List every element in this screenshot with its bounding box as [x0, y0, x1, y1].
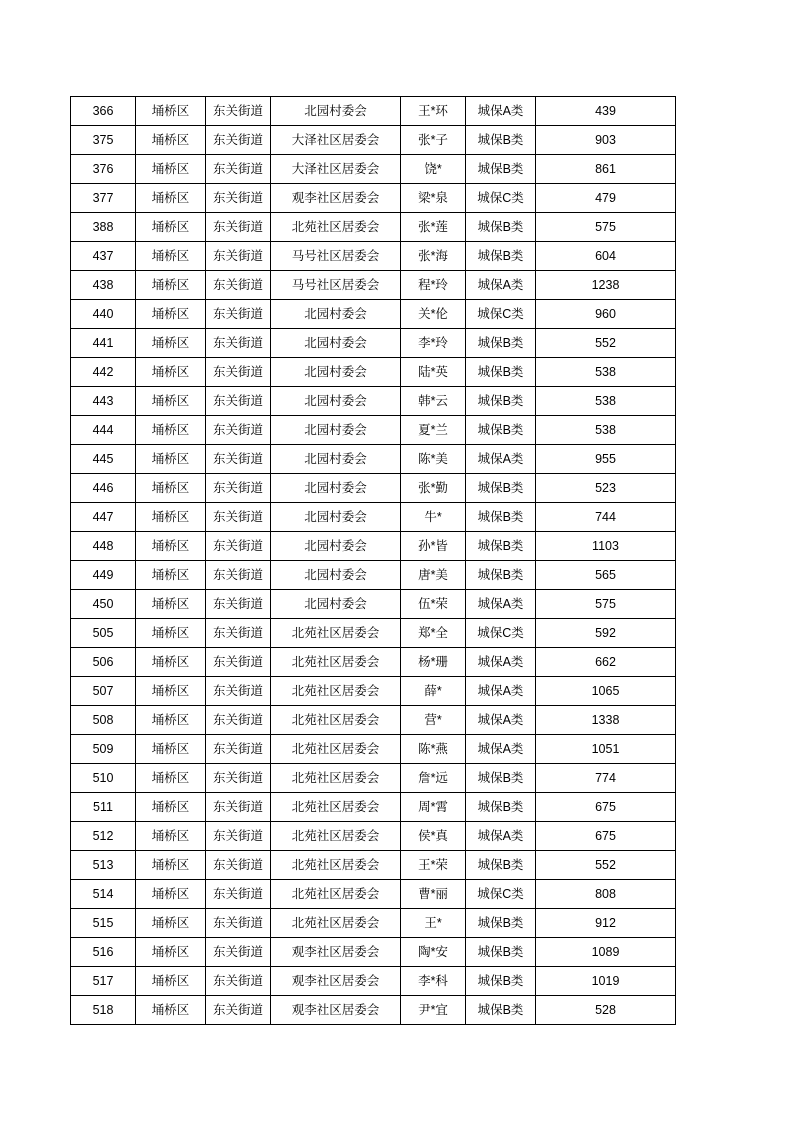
cell-id: 509 [71, 735, 136, 764]
cell-name: 张*海 [401, 242, 466, 271]
cell-district: 埇桥区 [136, 97, 206, 126]
cell-district: 埇桥区 [136, 416, 206, 445]
cell-amount: 1238 [536, 271, 676, 300]
cell-district: 埇桥区 [136, 909, 206, 938]
cell-committee: 北园村委会 [271, 329, 401, 358]
cell-id: 376 [71, 155, 136, 184]
cell-amount: 479 [536, 184, 676, 213]
cell-district: 埇桥区 [136, 619, 206, 648]
cell-street: 东关街道 [206, 358, 271, 387]
cell-id: 507 [71, 677, 136, 706]
cell-street: 东关街道 [206, 590, 271, 619]
cell-category: 城保B类 [466, 909, 536, 938]
cell-street: 东关街道 [206, 155, 271, 184]
cell-district: 埇桥区 [136, 735, 206, 764]
cell-street: 东关街道 [206, 503, 271, 532]
cell-street: 东关街道 [206, 967, 271, 996]
cell-street: 东关街道 [206, 126, 271, 155]
cell-category: 城保B类 [466, 213, 536, 242]
table-row [71, 590, 676, 619]
cell-id: 511 [71, 793, 136, 822]
cell-name: 伍*荣 [401, 590, 466, 619]
table-row [71, 184, 676, 213]
cell-committee: 北苑社区居委会 [271, 619, 401, 648]
table-row [71, 967, 676, 996]
cell-amount: 575 [536, 590, 676, 619]
cell-amount: 960 [536, 300, 676, 329]
table-row [71, 126, 676, 155]
table-row [71, 619, 676, 648]
cell-street: 东关街道 [206, 242, 271, 271]
table-row [71, 358, 676, 387]
table-row [71, 387, 676, 416]
cell-committee: 北苑社区居委会 [271, 213, 401, 242]
cell-name: 薛* [401, 677, 466, 706]
cell-committee: 北园村委会 [271, 358, 401, 387]
cell-id: 448 [71, 532, 136, 561]
cell-street: 东关街道 [206, 938, 271, 967]
cell-id: 443 [71, 387, 136, 416]
cell-district: 埇桥区 [136, 474, 206, 503]
table-row [71, 329, 676, 358]
cell-name: 李*玲 [401, 329, 466, 358]
cell-committee: 北苑社区居委会 [271, 793, 401, 822]
cell-id: 515 [71, 909, 136, 938]
cell-district: 埇桥区 [136, 387, 206, 416]
cell-committee: 观李社区居委会 [271, 967, 401, 996]
cell-id: 437 [71, 242, 136, 271]
cell-street: 东关街道 [206, 329, 271, 358]
cell-committee: 北苑社区居委会 [271, 851, 401, 880]
cell-street: 东关街道 [206, 387, 271, 416]
cell-category: 城保B类 [466, 851, 536, 880]
cell-name: 牛* [401, 503, 466, 532]
cell-name: 王* [401, 909, 466, 938]
cell-committee: 北苑社区居委会 [271, 822, 401, 851]
cell-id: 512 [71, 822, 136, 851]
cell-id: 513 [71, 851, 136, 880]
cell-amount: 912 [536, 909, 676, 938]
cell-street: 东关街道 [206, 735, 271, 764]
cell-amount: 861 [536, 155, 676, 184]
cell-district: 埇桥区 [136, 677, 206, 706]
cell-id: 445 [71, 445, 136, 474]
cell-street: 东关街道 [206, 996, 271, 1025]
cell-street: 东关街道 [206, 474, 271, 503]
table-row [71, 938, 676, 967]
cell-amount: 575 [536, 213, 676, 242]
table-row [71, 793, 676, 822]
cell-id: 449 [71, 561, 136, 590]
cell-id: 446 [71, 474, 136, 503]
cell-street: 东关街道 [206, 706, 271, 735]
cell-amount: 552 [536, 329, 676, 358]
cell-street: 东关街道 [206, 880, 271, 909]
cell-name: 韩*云 [401, 387, 466, 416]
cell-street: 东关街道 [206, 793, 271, 822]
cell-amount: 808 [536, 880, 676, 909]
cell-district: 埇桥区 [136, 126, 206, 155]
cell-district: 埇桥区 [136, 271, 206, 300]
cell-id: 517 [71, 967, 136, 996]
cell-amount: 1051 [536, 735, 676, 764]
table-row [71, 242, 676, 271]
cell-district: 埇桥区 [136, 967, 206, 996]
cell-category: 城保C类 [466, 184, 536, 213]
cell-category: 城保B类 [466, 126, 536, 155]
cell-district: 埇桥区 [136, 793, 206, 822]
cell-committee: 北园村委会 [271, 590, 401, 619]
cell-name: 郑*全 [401, 619, 466, 648]
cell-category: 城保B类 [466, 358, 536, 387]
table-row [71, 822, 676, 851]
cell-category: 城保B类 [466, 242, 536, 271]
cell-amount: 538 [536, 358, 676, 387]
cell-category: 城保A类 [466, 735, 536, 764]
cell-amount: 538 [536, 387, 676, 416]
cell-amount: 903 [536, 126, 676, 155]
cell-district: 埇桥区 [136, 822, 206, 851]
cell-name: 尹*宜 [401, 996, 466, 1025]
cell-category: 城保A类 [466, 822, 536, 851]
cell-street: 东关街道 [206, 764, 271, 793]
cell-id: 438 [71, 271, 136, 300]
cell-id: 440 [71, 300, 136, 329]
cell-amount: 955 [536, 445, 676, 474]
cell-name: 王*环 [401, 97, 466, 126]
cell-amount: 538 [536, 416, 676, 445]
cell-category: 城保A类 [466, 648, 536, 677]
cell-street: 东关街道 [206, 445, 271, 474]
cell-name: 张*勤 [401, 474, 466, 503]
cell-category: 城保B类 [466, 329, 536, 358]
cell-committee: 北园村委会 [271, 561, 401, 590]
cell-name: 张*子 [401, 126, 466, 155]
cell-committee: 北园村委会 [271, 97, 401, 126]
cell-amount: 604 [536, 242, 676, 271]
cell-name: 程*玲 [401, 271, 466, 300]
cell-id: 510 [71, 764, 136, 793]
cell-committee: 北园村委会 [271, 445, 401, 474]
cell-amount: 528 [536, 996, 676, 1025]
cell-amount: 662 [536, 648, 676, 677]
cell-street: 东关街道 [206, 184, 271, 213]
cell-amount: 1089 [536, 938, 676, 967]
cell-committee: 北苑社区居委会 [271, 880, 401, 909]
cell-committee: 观李社区居委会 [271, 184, 401, 213]
cell-name: 孙*皆 [401, 532, 466, 561]
cell-name: 梁*泉 [401, 184, 466, 213]
cell-committee: 北园村委会 [271, 474, 401, 503]
cell-name: 周*霄 [401, 793, 466, 822]
cell-committee: 北园村委会 [271, 387, 401, 416]
cell-committee: 北苑社区居委会 [271, 909, 401, 938]
cell-street: 东关街道 [206, 416, 271, 445]
cell-name: 营* [401, 706, 466, 735]
cell-street: 东关街道 [206, 822, 271, 851]
data-table [70, 96, 676, 1025]
cell-category: 城保A类 [466, 706, 536, 735]
cell-committee: 观李社区居委会 [271, 938, 401, 967]
cell-amount: 1103 [536, 532, 676, 561]
cell-district: 埇桥区 [136, 880, 206, 909]
cell-amount: 744 [536, 503, 676, 532]
table-row [71, 97, 676, 126]
cell-amount: 565 [536, 561, 676, 590]
table-row [71, 445, 676, 474]
cell-committee: 观李社区居委会 [271, 996, 401, 1025]
cell-name: 陈*燕 [401, 735, 466, 764]
cell-committee: 北园村委会 [271, 532, 401, 561]
cell-category: 城保B类 [466, 996, 536, 1025]
cell-district: 埇桥区 [136, 706, 206, 735]
table-row [71, 474, 676, 503]
cell-district: 埇桥区 [136, 242, 206, 271]
cell-committee: 大泽社区居委会 [271, 155, 401, 184]
cell-id: 375 [71, 126, 136, 155]
table-row [71, 909, 676, 938]
cell-district: 埇桥区 [136, 184, 206, 213]
cell-amount: 592 [536, 619, 676, 648]
table-row [71, 155, 676, 184]
cell-street: 东关街道 [206, 909, 271, 938]
cell-name: 张*莲 [401, 213, 466, 242]
cell-name: 杨*珊 [401, 648, 466, 677]
cell-street: 东关街道 [206, 561, 271, 590]
table-row [71, 561, 676, 590]
cell-id: 450 [71, 590, 136, 619]
cell-category: 城保B类 [466, 532, 536, 561]
cell-district: 埇桥区 [136, 648, 206, 677]
table-row [71, 735, 676, 764]
table-row [71, 271, 676, 300]
cell-id: 442 [71, 358, 136, 387]
cell-category: 城保A类 [466, 445, 536, 474]
cell-street: 东关街道 [206, 271, 271, 300]
cell-category: 城保B类 [466, 503, 536, 532]
cell-id: 447 [71, 503, 136, 532]
cell-name: 饶* [401, 155, 466, 184]
cell-category: 城保B类 [466, 561, 536, 590]
cell-district: 埇桥区 [136, 938, 206, 967]
cell-category: 城保A类 [466, 271, 536, 300]
cell-amount: 675 [536, 822, 676, 851]
cell-committee: 北苑社区居委会 [271, 764, 401, 793]
cell-category: 城保B类 [466, 474, 536, 503]
cell-street: 东关街道 [206, 213, 271, 242]
cell-name: 侯*真 [401, 822, 466, 851]
cell-id: 377 [71, 184, 136, 213]
cell-district: 埇桥区 [136, 358, 206, 387]
cell-street: 东关街道 [206, 300, 271, 329]
table-container [70, 96, 675, 1025]
cell-id: 506 [71, 648, 136, 677]
cell-district: 埇桥区 [136, 764, 206, 793]
cell-category: 城保B类 [466, 155, 536, 184]
cell-street: 东关街道 [206, 677, 271, 706]
cell-category: 城保B类 [466, 387, 536, 416]
cell-committee: 北苑社区居委会 [271, 648, 401, 677]
cell-committee: 马号社区居委会 [271, 271, 401, 300]
cell-district: 埇桥区 [136, 532, 206, 561]
table-row [71, 880, 676, 909]
cell-district: 埇桥区 [136, 213, 206, 242]
cell-category: 城保A类 [466, 590, 536, 619]
cell-amount: 774 [536, 764, 676, 793]
cell-category: 城保A类 [466, 677, 536, 706]
cell-id: 514 [71, 880, 136, 909]
cell-category: 城保A类 [466, 97, 536, 126]
cell-district: 埇桥区 [136, 155, 206, 184]
cell-district: 埇桥区 [136, 300, 206, 329]
cell-category: 城保C类 [466, 300, 536, 329]
cell-id: 508 [71, 706, 136, 735]
cell-id: 505 [71, 619, 136, 648]
cell-name: 陶*安 [401, 938, 466, 967]
cell-street: 东关街道 [206, 648, 271, 677]
table-body [71, 97, 676, 1025]
cell-id: 388 [71, 213, 136, 242]
cell-committee: 北苑社区居委会 [271, 706, 401, 735]
cell-category: 城保B类 [466, 967, 536, 996]
cell-amount: 1338 [536, 706, 676, 735]
table-row [71, 300, 676, 329]
cell-category: 城保B类 [466, 793, 536, 822]
table-row [71, 677, 676, 706]
cell-category: 城保B类 [466, 938, 536, 967]
cell-district: 埇桥区 [136, 561, 206, 590]
cell-amount: 439 [536, 97, 676, 126]
table-row [71, 851, 676, 880]
table-row [71, 532, 676, 561]
cell-id: 366 [71, 97, 136, 126]
table-row [71, 764, 676, 793]
cell-committee: 北园村委会 [271, 416, 401, 445]
cell-amount: 552 [536, 851, 676, 880]
cell-name: 陈*美 [401, 445, 466, 474]
cell-committee: 北园村委会 [271, 300, 401, 329]
cell-district: 埇桥区 [136, 329, 206, 358]
cell-name: 陆*英 [401, 358, 466, 387]
cell-category: 城保C类 [466, 619, 536, 648]
cell-name: 夏*兰 [401, 416, 466, 445]
cell-amount: 523 [536, 474, 676, 503]
cell-district: 埇桥区 [136, 996, 206, 1025]
cell-name: 詹*远 [401, 764, 466, 793]
cell-street: 东关街道 [206, 619, 271, 648]
cell-category: 城保B类 [466, 764, 536, 793]
cell-committee: 北园村委会 [271, 503, 401, 532]
table-row [71, 213, 676, 242]
table-row [71, 416, 676, 445]
cell-committee: 北苑社区居委会 [271, 735, 401, 764]
cell-id: 444 [71, 416, 136, 445]
table-row [71, 503, 676, 532]
table-row [71, 706, 676, 735]
cell-name: 唐*美 [401, 561, 466, 590]
cell-id: 516 [71, 938, 136, 967]
cell-amount: 1065 [536, 677, 676, 706]
cell-name: 关*伦 [401, 300, 466, 329]
cell-name: 李*科 [401, 967, 466, 996]
cell-id: 441 [71, 329, 136, 358]
cell-committee: 北苑社区居委会 [271, 677, 401, 706]
table-row [71, 996, 676, 1025]
cell-id: 518 [71, 996, 136, 1025]
cell-district: 埇桥区 [136, 851, 206, 880]
cell-committee: 大泽社区居委会 [271, 126, 401, 155]
cell-committee: 马号社区居委会 [271, 242, 401, 271]
cell-amount: 675 [536, 793, 676, 822]
cell-amount: 1019 [536, 967, 676, 996]
cell-name: 曹*丽 [401, 880, 466, 909]
cell-district: 埇桥区 [136, 503, 206, 532]
cell-street: 东关街道 [206, 851, 271, 880]
cell-category: 城保B类 [466, 416, 536, 445]
cell-district: 埇桥区 [136, 445, 206, 474]
cell-name: 王*荣 [401, 851, 466, 880]
cell-category: 城保C类 [466, 880, 536, 909]
table-row [71, 648, 676, 677]
cell-district: 埇桥区 [136, 590, 206, 619]
cell-street: 东关街道 [206, 97, 271, 126]
cell-street: 东关街道 [206, 532, 271, 561]
